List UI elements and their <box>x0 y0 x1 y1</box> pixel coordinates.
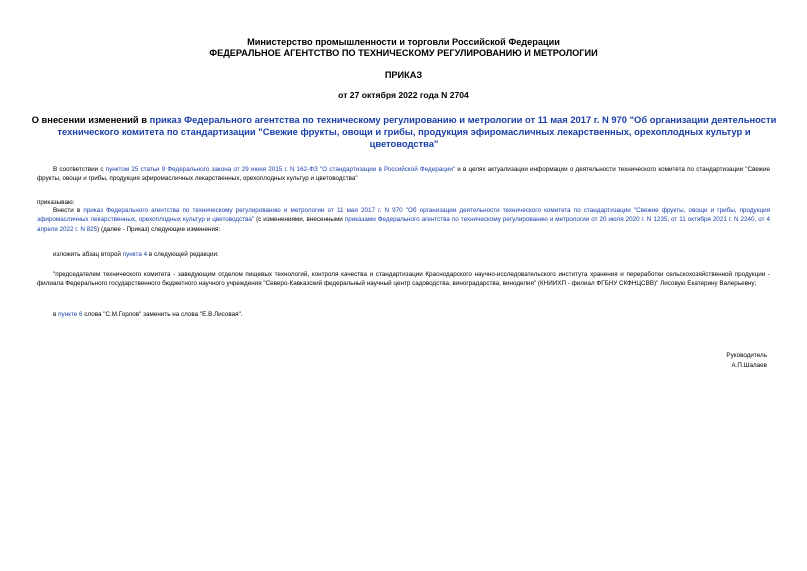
item-4-paragraph <box>37 250 770 259</box>
preamble-paragraph <box>37 165 770 184</box>
item-6-link[interactable]: пункте 6 <box>58 311 83 318</box>
title-order-link[interactable]: приказ Федерального агентства по техническому регулированию и метрологии от 11 мая 2017 г. N 970 "Об организации деятельности технического комитета по стандартизации "Свежие фрукты, овощи и грибы, продукция эфиромасличных лекарственных, орехоплодных культур и цветоводства" <box>57 114 777 149</box>
item-4-link[interactable]: пункта 4 <box>122 251 148 258</box>
signatory-name: А.П.Шалаев <box>731 362 767 369</box>
document-title <box>30 114 778 150</box>
item-6-text-2: слова "С.М.Горлов" заменить на слова "Е.В.Лисовая". <box>82 311 243 318</box>
new-wording-paragraph: "председателем технического комитета - заведующим отделом пищевых технологий, контроля качества и стандартизации Краснодарского научно-исследовательского института хранения и переработки сельскохозяйственной продукции - филиала Федерального государственного бюджетного научного учреждения "Северо-Кавказский федеральный научный центр садоводства, виноградарства, виноделия" (КНИИХП - филиал ФГБНУ СКФНЦСВВ)" Лисовую Екатерину Валерьевну; <box>37 271 770 288</box>
order-970-link[interactable]: приказ Федерального агентства по техническому регулированию и метрологии от 11 мая 2017 г. N 970 "Об организации деятельности технического комитета по стандартизации "Свежие фрукты, овощи и грибы, продукция эфиромасличных лекарственных, орехоплодных культур и цветоводства" <box>37 207 770 224</box>
item-6-paragraph <box>37 310 770 319</box>
preamble-text-2: и в целях актуализации информации о деятельности технического комитета по стандартизации "Свежие фрукты, овощи и грибы, продукция эфиромасличных лекарственных, орехоплодных культур и цветоводства" <box>37 166 771 183</box>
amendment-text-3: ) (далее - Приказ) следующие изменения: <box>97 225 221 233</box>
title-prefix: О внесении изменений в <box>31 114 150 125</box>
amending-orders-link[interactable]: приказами Федерального агентства по техническому регулированию и метрологии от 20 июля 2020 г. N 1235, от 11 октября 2021 г. N 2240, от 4 апреля 2022 г. N 825 <box>37 216 771 233</box>
item-4-text-2: в следующей редакции: <box>147 251 219 258</box>
signatory-position: Руководитель <box>726 352 767 359</box>
date-number: от 27 октября 2022 года N 2704 <box>338 90 469 100</box>
item-6-text-1: в <box>53 311 59 318</box>
federal-law-link[interactable]: пунктом 25 статьи 9 Федерального закона от 29 июня 2015 г. N 162-ФЗ "О стандартизации в Российской Федерации" <box>105 166 456 173</box>
doc-type-heading: ПРИКАЗ <box>384 70 423 80</box>
amendment-text-1: Внести в <box>53 207 84 214</box>
order-word: приказываю: <box>37 199 75 206</box>
agency-heading: ФЕДЕРАЛЬНОЕ АГЕНТСТВО ПО ТЕХНИЧЕСКОМУ РЕГУЛИРОВАНИЮ И МЕТРОЛОГИИ <box>209 48 598 58</box>
preamble-text-1: В соответствии с <box>53 166 106 173</box>
amendment-text-2: (с изменениями, внесенными <box>254 216 345 224</box>
amendment-paragraph <box>37 206 770 234</box>
ministry-heading: Министерство промышленности и торговли Российской Федерации <box>247 37 560 47</box>
item-4-text-1: изложить абзац второй <box>53 251 123 258</box>
